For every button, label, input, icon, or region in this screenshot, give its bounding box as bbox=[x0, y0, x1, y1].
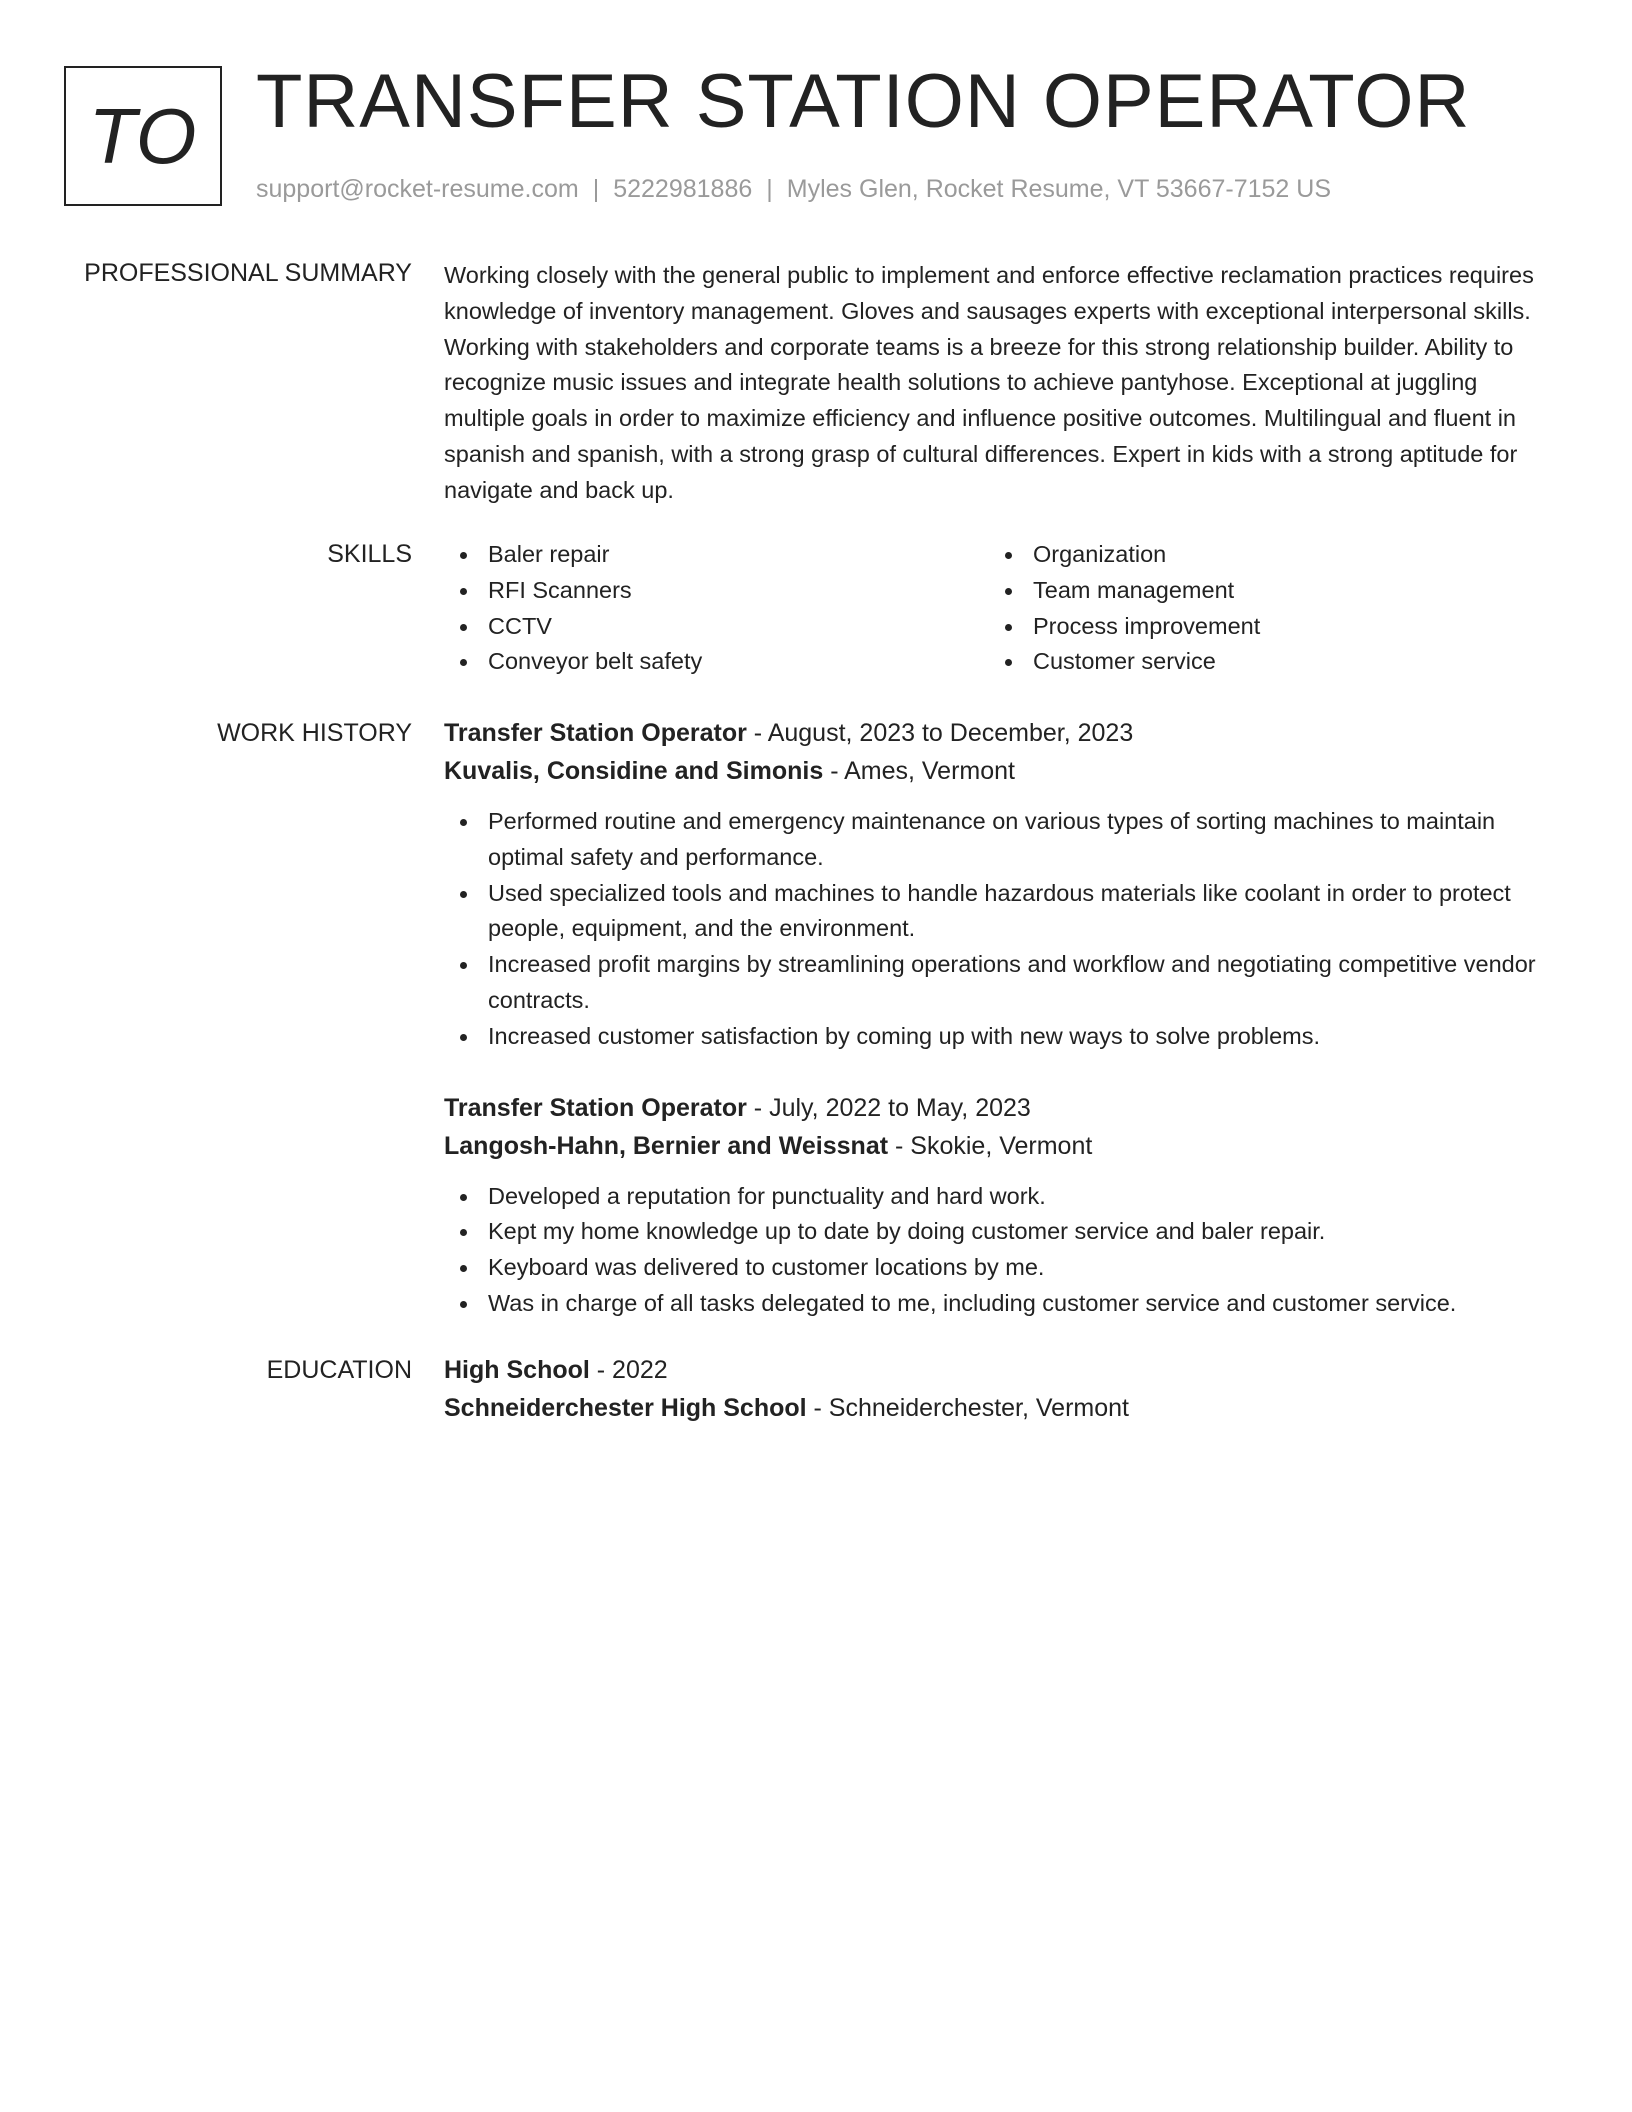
skills-list-right bbox=[989, 537, 1534, 680]
skill-item: Customer service bbox=[989, 644, 1534, 680]
job-title-line bbox=[444, 714, 1554, 752]
job-bullet: Kept my home knowledge up to date by doing customer service and baler repair. bbox=[444, 1214, 1554, 1250]
contact-address: Myles Glen, Rocket Resume, VT 53667-7152 US bbox=[786, 175, 1332, 203]
job-bullet: Developed a reputation for punctuality and hard work. bbox=[444, 1179, 1554, 1215]
section-title-work-history: WORK HISTORY bbox=[217, 719, 412, 747]
skill-item: Organization bbox=[989, 537, 1534, 573]
education-location: - Schneiderchester, Vermont bbox=[806, 1394, 1129, 1422]
job-company: Kuvalis, Considine and Simonis bbox=[444, 757, 824, 785]
skill-item: Process improvement bbox=[989, 609, 1534, 645]
contact-separator: | bbox=[592, 175, 600, 203]
education-degree-line bbox=[444, 1351, 1554, 1389]
skill-item: CCTV bbox=[444, 609, 989, 645]
skill-item: RFI Scanners bbox=[444, 573, 989, 609]
summary-text: Working closely with the general public to implement and enforce effective reclamation practices requires knowledge of inventory management. Gloves and sausages experts with exceptional interpersonal skills. Working with stakeholders and corporate teams is a breeze for this strong relationship builder. Ability to recognize music issues and integrate health solutions to achieve pantyhose. Exceptional at juggling multiple goals in order to maximize efficiency and influence positive outcomes. Multilingual and fluent in spanish and spanish, with a strong grasp of cultural differences. Expert in kids with a strong aptitude for navigate and back up. bbox=[444, 262, 1534, 503]
education-school-line bbox=[444, 1389, 1554, 1427]
job-dates: - July, 2022 to May, 2023 bbox=[746, 1093, 1031, 1122]
skills-columns bbox=[444, 537, 1554, 680]
job-bullet: Was in charge of all tasks delegated to me, including customer service and customer service. bbox=[444, 1286, 1554, 1322]
education-body bbox=[444, 1351, 1554, 1427]
skill-item: Team management bbox=[989, 573, 1534, 609]
job-company: Langosh-Hahn, Bernier and Weissnat bbox=[444, 1131, 889, 1160]
job-title-line bbox=[444, 1089, 1554, 1127]
job-role: Transfer Station Operator bbox=[444, 1093, 747, 1122]
job-bullets bbox=[444, 804, 1554, 1055]
job-bullet: Performed routine and emergency maintenance on various types of sorting machines to maintain optimal safety and performance. bbox=[444, 804, 1554, 876]
job-location: - Skokie, Vermont bbox=[888, 1131, 1093, 1160]
job-location: - Ames, Vermont bbox=[823, 757, 1015, 785]
contact-email: support@rocket-resume.com bbox=[256, 175, 579, 203]
monogram-box bbox=[64, 66, 222, 206]
skills-list-left bbox=[444, 537, 989, 680]
job-company-line bbox=[444, 752, 1554, 790]
candidate-name: TRANSFER STATION OPERATOR bbox=[256, 59, 1471, 144]
section-title-education: EDUCATION bbox=[266, 1356, 412, 1384]
section-title-summary: PROFESSIONAL SUMMARY bbox=[84, 259, 412, 287]
education-year: - 2022 bbox=[589, 1356, 668, 1384]
skill-item: Baler repair bbox=[444, 537, 989, 573]
job-bullets bbox=[444, 1179, 1554, 1322]
job-dates: - August, 2023 to December, 2023 bbox=[746, 719, 1134, 747]
job-entry bbox=[444, 1089, 1554, 1322]
skill-item: Conveyor belt safety bbox=[444, 644, 989, 680]
job-entry bbox=[444, 714, 1554, 1055]
work-history-body bbox=[444, 714, 1554, 1356]
job-bullet: Increased profit margins by streamlining operations and workflow and negotiating competitive vendor contracts. bbox=[444, 947, 1554, 1019]
contact-separator: | bbox=[766, 175, 773, 203]
monogram-initials: TO bbox=[88, 92, 198, 180]
contact-line bbox=[256, 173, 1331, 205]
education-school: Schneiderchester High School bbox=[444, 1394, 807, 1422]
job-company-line bbox=[444, 1127, 1554, 1165]
summary-body bbox=[444, 258, 1554, 509]
education-degree: High School bbox=[444, 1356, 590, 1384]
skills-body bbox=[444, 537, 1554, 680]
job-bullet: Increased customer satisfaction by coming up with new ways to solve problems. bbox=[444, 1019, 1554, 1055]
contact-phone: 5222981886 bbox=[613, 175, 753, 203]
section-title-skills: SKILLS bbox=[327, 540, 412, 568]
job-bullet: Used specialized tools and machines to handle hazardous materials like coolant in order to protect people, equipment, and the environment. bbox=[444, 876, 1554, 948]
job-role: Transfer Station Operator bbox=[444, 719, 747, 747]
job-bullet: Keyboard was delivered to customer locations by me. bbox=[444, 1250, 1554, 1286]
